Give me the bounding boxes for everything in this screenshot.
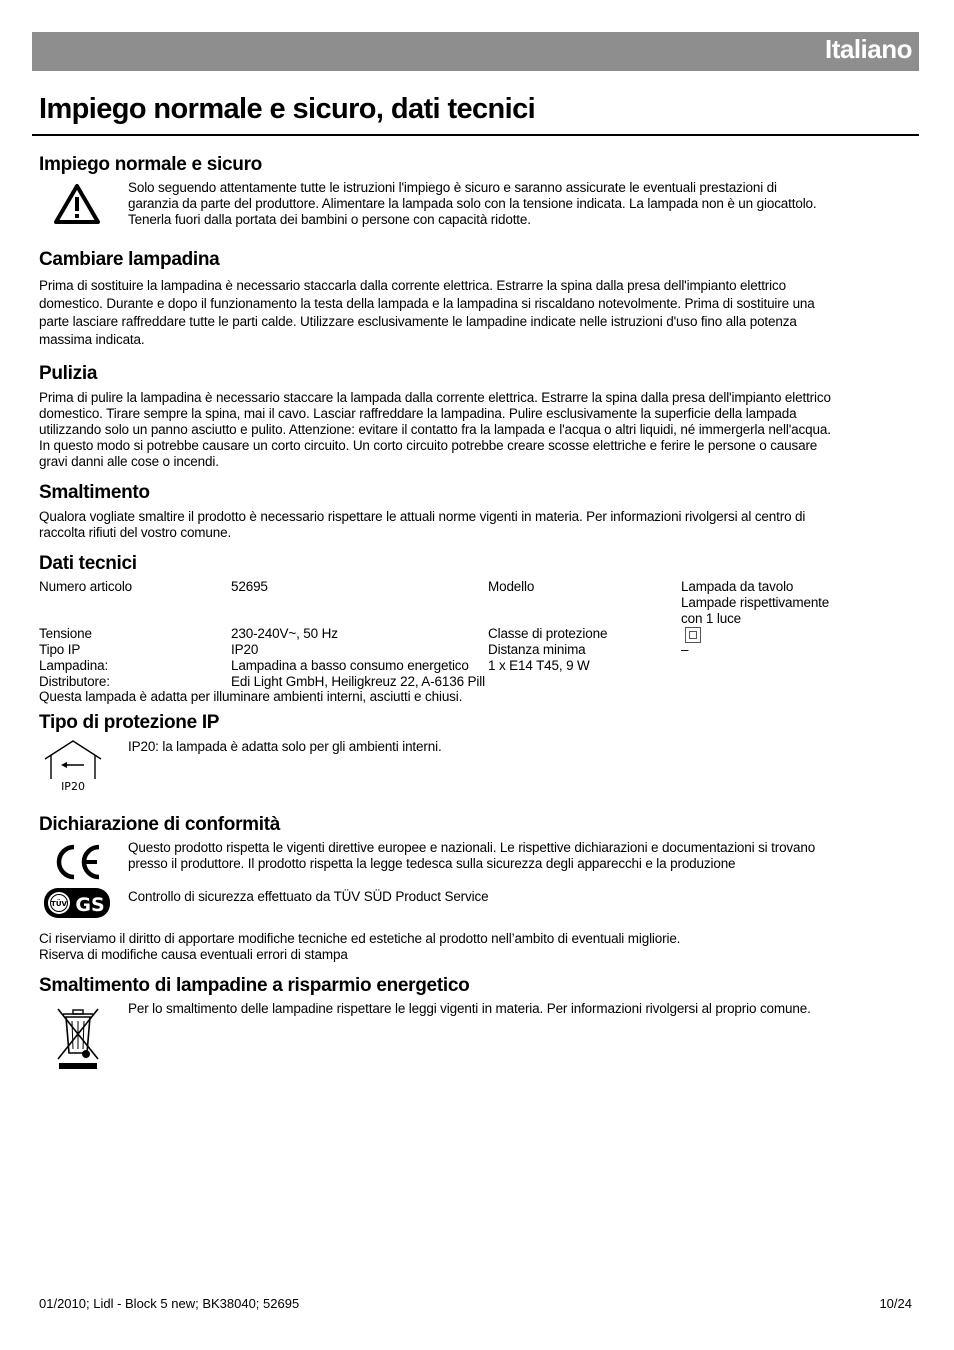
section-heading-safe-use: Impiego normale e sicuro bbox=[39, 154, 262, 175]
footer-left: 01/2010; Lidl - Block 5 new; BK38040; 52695 bbox=[39, 1296, 300, 1311]
reserve-line-1: Ci riserviamo il diritto di apportare modifiche tecniche ed estetiche al prodotto nell’ambito di eventuali migliorie. bbox=[39, 931, 681, 946]
model-value: Lampada da tavolo Lampade rispettivamente con 1 luce bbox=[681, 579, 830, 626]
section-heading-conformity: Dichiarazione di conformità bbox=[39, 814, 281, 835]
title-divider bbox=[32, 134, 919, 136]
section-heading-ip-protection: Tipo di protezione IP bbox=[39, 712, 220, 733]
tuv-logo-text: TÜV bbox=[51, 900, 67, 908]
bulb-label: Lampadina: bbox=[39, 658, 109, 673]
crossed-bin-icon bbox=[55, 1005, 101, 1071]
reserve-line-2: Riserva di modifiche causa eventuali errori di stampa bbox=[39, 947, 348, 962]
section-heading-bulb-disposal: Smaltimento di lampadine a risparmio energetico bbox=[39, 975, 470, 996]
tech-data-note: Questa lampada è adatta per illuminare ambienti interni, asciutti e chiusi. bbox=[39, 689, 463, 704]
section-heading-tech-data: Dati tecnici bbox=[39, 553, 137, 574]
voltage-value: 230-240V~, 50 Hz bbox=[231, 626, 338, 641]
page-number: 10/24 bbox=[879, 1296, 912, 1311]
voltage-label: Tensione bbox=[39, 626, 92, 641]
tuv-gs-logo-icon bbox=[43, 887, 111, 919]
protection-class-label: Classe di protezione bbox=[488, 626, 608, 641]
page-title: Impiego normale e sicuro, dati tecnici bbox=[39, 93, 536, 125]
conformity-text: Questo prodotto rispetta le vigenti direttive europee e nazionali. Le rispettive dichiarazioni e documentazioni si trovano presso il produttore. Il prodotto rispetta la legge tedesca sulla sicurezza degli apparecchi e la produzione bbox=[128, 840, 816, 871]
language-label: Italiano bbox=[824, 34, 912, 64]
bulb-change-text: Prima di sostituire la lampadina è necessario staccarla dalla corrente elettrica. Estrarre la spina dalla presa dell'impianto elettrico domestico. Durante e dopo il funzionamento la testa della lampada e la lampadina si riscaldano notevolmente. Prima di sostituire una parte lasciare raffreddare tutte le parti calde. Utilizzare esclusivamente le lampadine indicate nelle istruzioni d'uso fino alla potenza massima indicata. bbox=[39, 278, 815, 347]
bulb-value: Lampadina a basso consumo energetico bbox=[231, 658, 469, 673]
protection-class-ii-icon bbox=[685, 627, 701, 643]
model-label: Modello bbox=[488, 579, 535, 594]
cleaning-text: Prima di pulire la lampadina è necessario staccare la lampada dalla corrente elettrica. Estrarre la spina dalla presa dell'impianto elettrico domestico. Tirare sempre la spina, mai il cavo. Lasciar raffreddare la lampadina. Pulire esclusivamente la superficie della lampada utilizzando solo un panno asciutto e pulito. Attenzione: evitare il contatto fra la lampada e l'acqua o altri liquidi, né immergerla nell'acqua. In questo modo si potrebbe causare un corto circuito. Un corto circuito potrebbe creare scosse elettriche e ferire le persone o causare gravi danni alle cose o incendi. bbox=[39, 390, 831, 469]
article-label: Numero articolo bbox=[39, 579, 133, 594]
section-heading-disposal: Smaltimento bbox=[39, 482, 150, 503]
warning-triangle-icon bbox=[53, 183, 101, 225]
safe-use-text: Solo seguendo attentamente tutte le istruzioni l'impiego è sicuro e saranno assicurate le eventuali prestazioni di garanzia da parte del produttore. Alimentare la lampada solo con la tensione indicata. La lampada non è un giocattolo. Tenerla fuori dalla portata dei bambini o persone con capacità ridotte. bbox=[128, 180, 817, 227]
ip-protection-text: IP20: la lampada è adatta solo per gli ambienti interni. bbox=[128, 739, 442, 754]
min-distance-value: – bbox=[681, 642, 689, 657]
ce-mark-icon bbox=[51, 844, 103, 880]
bulb-disposal-text: Per lo smaltimento delle lampadine rispettare le leggi vigenti in materia. Per informazioni rivolgersi al proprio comune. bbox=[128, 1001, 811, 1016]
ip-label: Tipo IP bbox=[39, 642, 81, 657]
distributor-label: Distributore: bbox=[39, 674, 110, 689]
gs-logo-text: GS bbox=[75, 894, 105, 916]
language-bar bbox=[32, 32, 919, 71]
distributor-value: Edi Light GmbH, Heiligkreuz 22, A-6136 Pill bbox=[231, 674, 485, 689]
min-distance-label: Distanza minima bbox=[488, 642, 586, 657]
ip-value: IP20 bbox=[231, 642, 259, 657]
section-heading-cleaning: Pulizia bbox=[39, 363, 98, 384]
indoor-house-icon bbox=[44, 738, 104, 793]
article-value: 52695 bbox=[231, 579, 268, 594]
tuv-text: Controllo di sicurezza effettuato da TÜV SÜD Product Service bbox=[128, 889, 489, 904]
bulb-spec: 1 x E14 T45, 9 W bbox=[488, 658, 590, 673]
section-heading-bulb-change: Cambiare lampadina bbox=[39, 249, 220, 270]
ip20-icon-label: IP20 bbox=[61, 780, 85, 793]
disposal-text: Qualora vogliate smaltire il prodotto è necessario rispettare le attuali norme vigenti in materia. Per informazioni rivolgersi al centro di raccolta rifiuti del vostro comune. bbox=[39, 509, 806, 540]
